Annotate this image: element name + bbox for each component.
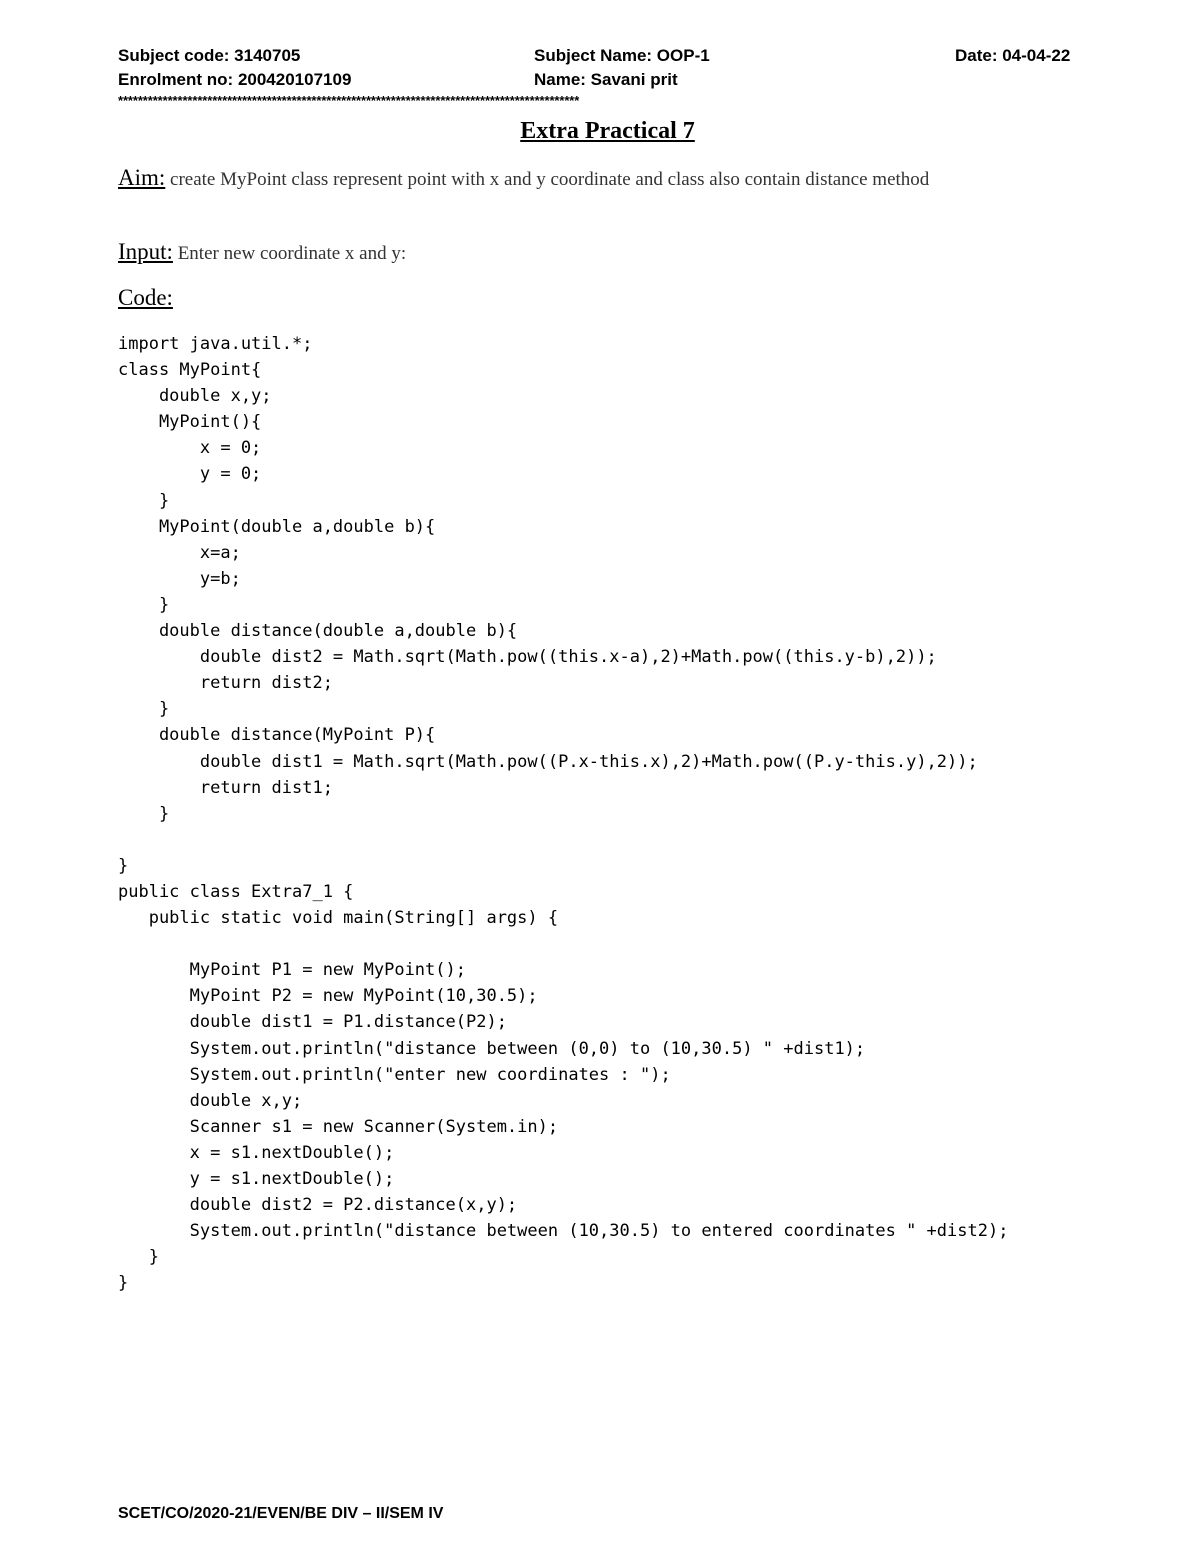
- code-line: return dist2;: [118, 673, 333, 694]
- code-line: }: [118, 1247, 159, 1268]
- code-line: import java.util.*;: [118, 334, 313, 354]
- code-line: System.out.println("distance between (10,30.5) to entered coordinates " +dist2);: [118, 1221, 1009, 1242]
- code-line: MyPoint(double a,double b){: [118, 516, 436, 537]
- code-line: MyPoint P1 = new MyPoint();: [118, 960, 466, 981]
- aim-section: [118, 164, 1018, 194]
- code-line: double dist1 = P1.distance(P2);: [118, 1012, 507, 1033]
- code-line: }: [118, 803, 170, 824]
- code-line: }: [118, 1273, 129, 1294]
- input-section: [118, 238, 406, 268]
- aim-text: create MyPoint class represent point with x and y coordinate and class also contain distance method: [165, 169, 930, 190]
- code-line: return dist1;: [118, 777, 333, 798]
- subject-name: Subject Name: OOP-1: [534, 46, 710, 65]
- code-label: Code:: [118, 285, 173, 310]
- code-line: MyPoint(){: [118, 412, 262, 433]
- student-name: Name: Savani prit: [534, 70, 678, 89]
- code-line: public static void main(String[] args) {: [118, 908, 559, 929]
- code-line: double distance(MyPoint P){: [118, 725, 436, 746]
- code-line: double dist2 = P2.distance(x,y);: [118, 1195, 518, 1216]
- code-line: Scanner s1 = new Scanner(System.in);: [118, 1116, 559, 1137]
- code-line: y=b;: [118, 568, 241, 589]
- code-section: [118, 284, 173, 314]
- code-line: }: [118, 699, 170, 720]
- aim-label: Aim:: [118, 165, 166, 190]
- code-line: }: [118, 855, 129, 876]
- code-line: MyPoint P2 = new MyPoint(10,30.5);: [118, 986, 538, 1007]
- page-title: Extra Practical 7: [520, 118, 695, 144]
- code-line: y = 0;: [118, 464, 262, 485]
- code-line: [118, 931, 1008, 957]
- input-label: Input:: [118, 239, 173, 264]
- code-line: public class Extra7_1 {: [118, 881, 354, 902]
- code-line: double dist2 = Math.sqrt(Math.pow((this.x-a),2)+Math.pow((this.y-b),2));: [118, 647, 937, 668]
- code-line: }: [118, 490, 170, 511]
- code-line: double distance(double a,double b){: [118, 621, 518, 642]
- code-block: [118, 331, 1008, 1296]
- code-line: System.out.println("enter new coordinates : ");: [118, 1064, 671, 1085]
- code-line: double x,y;: [118, 1090, 303, 1111]
- code-line: x=a;: [118, 542, 241, 563]
- code-line: class MyPoint{: [118, 360, 262, 381]
- code-line: x = 0;: [118, 438, 262, 459]
- enrolment-number: Enrolment no: 200420107109: [118, 70, 352, 89]
- code-line: x = s1.nextDouble();: [118, 1142, 395, 1163]
- code-line: System.out.println("distance between (0,0) to (10,30.5) " +dist1);: [118, 1038, 866, 1059]
- header-separator: *********************************************************************************************: [118, 93, 580, 108]
- page-footer: SCET/CO/2020-21/EVEN/BE DIV – II/SEM IV: [118, 1505, 444, 1522]
- code-line: double dist1 = Math.sqrt(Math.pow((P.x-this.x),2)+Math.pow((P.y-this.y),2));: [118, 751, 978, 772]
- code-line: [118, 827, 1008, 853]
- code-line: }: [118, 594, 170, 615]
- date: Date: 04-04-22: [955, 46, 1071, 65]
- code-line: y = s1.nextDouble();: [118, 1169, 395, 1189]
- subject-code: Subject code: 3140705: [118, 46, 301, 65]
- code-line: double x,y;: [118, 386, 272, 407]
- input-text: Enter new coordinate x and y:: [172, 243, 407, 264]
